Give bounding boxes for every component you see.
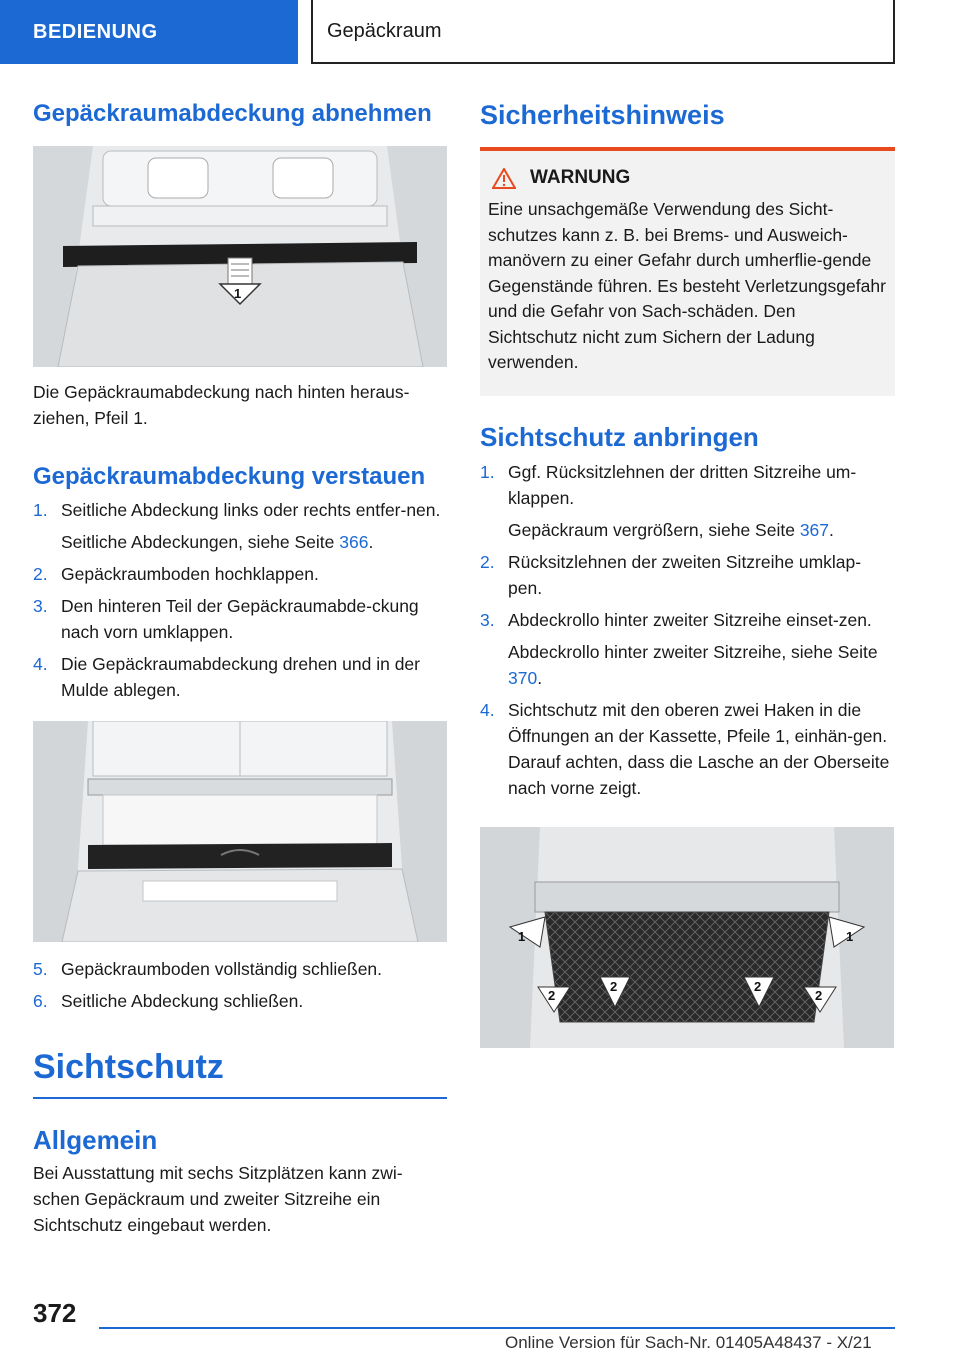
section-tab (0, 0, 298, 64)
page-link[interactable]: 366 (339, 532, 369, 552)
list-item (480, 549, 895, 601)
step-text: Abdeckrollo hinter zweiter Sitzreihe einset-zen. (508, 609, 872, 630)
step-text: Gepäckraumboden vollständig schließen. (61, 959, 383, 979)
step-number: 5. (33, 959, 48, 979)
stow-steps (33, 497, 447, 703)
step-number: 4. (33, 654, 48, 674)
warning-text: Eine unsachgemäße Verwendung des Sicht-schutzes kann z. B. bei Brems- und Ausweich-manövern zu einer Gefahr durch umherflie-gende Gegenstände führen. Es besteht Verletzungsgefahr und die Gefahr von Sach-schäden. Den Sichtschutz nicht zum Sichern der Ladung verwenden. (488, 199, 886, 372)
figure-stow-cover (33, 721, 447, 942)
step-number: 3. (480, 609, 495, 630)
warning-title-row (492, 167, 887, 189)
heading-remove-cover: Gepäckraumabdeckung abnehmen (33, 100, 432, 127)
page-link[interactable]: 367 (799, 519, 830, 540)
section-title: BEDIENUNG (33, 20, 158, 43)
step-number: 2. (480, 551, 495, 572)
warning-title: WARNUNG (530, 167, 631, 188)
page-number: 372 (33, 1298, 77, 1328)
figure-label-left-1: 1 (518, 928, 526, 944)
step-text: Sichtschutz mit den oberen zwei Haken in die Öffnungen an der Kassette, Pfeile 1, einhän-gen. Darauf achten, dass die Lasche an der Oberseite nach vorne zeigt. (508, 699, 890, 798)
figure-remove-cover (33, 146, 447, 367)
footer-rule (99, 1327, 895, 1329)
step-reference: Seitliche Abdeckungen, siehe Seite 366. (61, 532, 374, 552)
warning-box (480, 147, 895, 396)
figure-label-right-2a: 2 (754, 978, 762, 994)
warning-triangle-icon (492, 168, 516, 189)
step-text: Gepäckraumboden hochklappen. (61, 564, 319, 584)
list-item (33, 593, 447, 645)
list-item (480, 607, 895, 691)
right-column (480, 100, 895, 1048)
remove-instructions: Die Gepäckraumabdeckung nach hinten heraus-ziehen, Pfeil 1. (33, 382, 410, 428)
chapter-title: Gepäckraum (327, 19, 442, 42)
heading-rule (33, 1097, 447, 1099)
allgemein-text: Bei Ausstattung mit sechs Sitzplätzen kann zwi-schen Gepäckraum und zweiter Sitzreihe ein Sichtschutz eingebaut werden. (33, 1163, 403, 1235)
step-number: 3. (33, 596, 48, 616)
step-text: Rücksitzlehnen der zweiten Sitzreihe umklap-pen. (508, 551, 862, 598)
figure-attach-net (480, 827, 894, 1048)
list-item (33, 651, 447, 703)
heading-safety: Sicherheitshinweis (480, 100, 725, 130)
chapter-box (311, 0, 895, 64)
left-column (33, 100, 447, 1238)
step-text: Seitliche Abdeckung schließen. (61, 991, 304, 1011)
step-reference: Abdeckrollo hinter zweiter Sitzreihe, siehe Seite 370. (508, 641, 878, 688)
list-item (33, 561, 447, 587)
heading-allgemein: Allgemein (33, 1125, 158, 1155)
heading-sichtschutz: Sichtschutz (33, 1048, 224, 1086)
page-link[interactable]: 370 (508, 667, 538, 688)
heading-stow-cover: Gepäckraumabdeckung verstauen (33, 463, 426, 490)
list-item (33, 988, 447, 1014)
step-text: Seitliche Abdeckung links oder rechts entfer-nen. (61, 500, 441, 520)
list-item (480, 697, 895, 801)
figure-label-right-1: 1 (846, 928, 854, 944)
attach-steps (480, 459, 895, 801)
footer-online-version: Online Version für Sach-Nr. 01405A48437 - X/21 (505, 1333, 872, 1352)
stow-steps-continued (33, 956, 447, 1014)
step-number: 6. (33, 991, 48, 1011)
step-number: 1. (33, 500, 48, 520)
step-number: 4. (480, 699, 495, 720)
list-item (480, 459, 895, 543)
list-item (33, 956, 447, 982)
figure-label-arrow-1: 1 (234, 286, 242, 301)
step-reference: Gepäckraum vergrößern, siehe Seite 367. (508, 519, 834, 540)
list-item (33, 497, 447, 555)
figure-label-left-2b: 2 (610, 978, 618, 994)
step-number: 1. (480, 461, 495, 482)
step-number: 2. (33, 564, 48, 584)
step-text: Ggf. Rücksitzlehnen der dritten Sitzreihe um-klappen. (508, 461, 857, 508)
heading-attach: Sichtschutz anbringen (480, 421, 759, 452)
step-text: Die Gepäckraumabdeckung drehen und in der Mulde ablegen. (61, 654, 420, 700)
figure-label-left-2a: 2 (548, 987, 556, 1003)
figure-label-right-2b: 2 (815, 987, 823, 1003)
step-text: Den hinteren Teil der Gepäckraumabde-ckung nach vorn umklappen. (61, 596, 419, 642)
